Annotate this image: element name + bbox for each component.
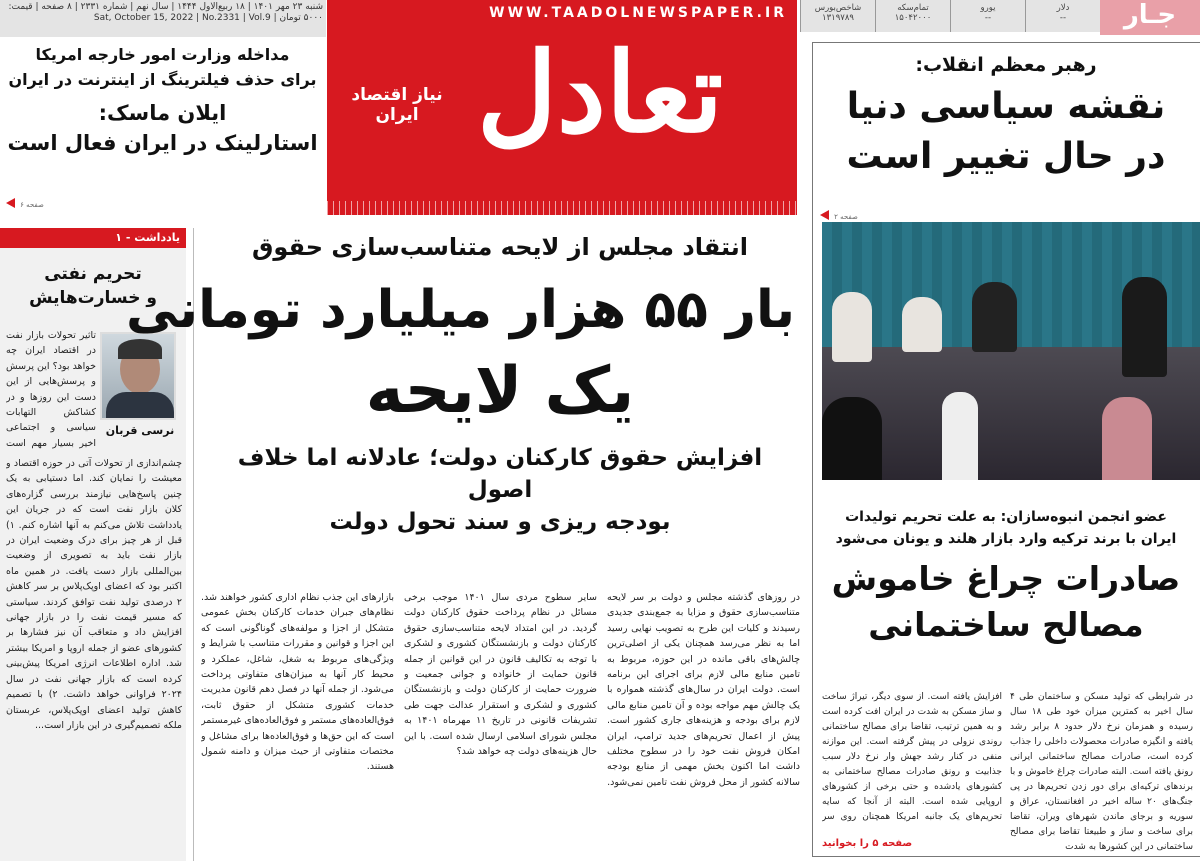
masthead-logo[interactable] <box>327 0 797 215</box>
dateline-bar <box>0 0 326 37</box>
lead-kicker: انتقاد مجلس از لایحه متناسب‌سازی حقوق <box>251 233 749 261</box>
lead-headline: بار ۵۵ هزار میلیارد تومانی <box>125 280 795 340</box>
article-column: افزایش یافته است. از سوی دیگر، تیراژ ساخت و ساز مسکن به شدت در ایران افت کرده است و به همین ترتیب، تقاضا برای مصالح ساختمانی روندی نزولی در پیش گرفته است. این موازنه منفی در کنار رشد جهش وار نرخ دلار سبب جذابیت و رونق صادرات مصالح ساختمانی به کشورهای یادشده و حتی برخی از کشورهای اروپایی شده است. البته از آنجا که سایه تحریم‌های یک جانبه امریکا همچنان روی سر <box>822 692 1002 822</box>
kicker: رهبر معظم انقلاب: <box>915 54 1097 76</box>
article-column: در شرایطی که تولید مسکن و ساختمان طی ۴ سال اخیر به کمترین میزان خود طی ۱۸ سال رسیده و همزمان نرخ دلار حدود ۸ برابر رشد یافته و انگیزه صادرات محصولات داخلی را جذاب کرده است، صادرات مصالح ساختمانی ایرانی رونق یافته است. البته صادرات چراغ خاموش و با برندهای ترکیه‌ای برای دور زدن تحریم‌ها در پی جنگ‌های ۲۰ ساله اخیر در افغانستان، عراق و سوریه و برجای ماندن شهرهای ویران، تقاضا برای ساخت و ساز و طبیعتا تقاضا برای مصالح ساختمانی در این کشورها به شدت <box>1010 692 1193 852</box>
slogan: نیاز اقتصاد ایران <box>351 85 443 125</box>
opinion-title[interactable]: تحریم نفتی و خسارت‌هایش <box>29 264 157 308</box>
top-left-story[interactable] <box>0 42 325 158</box>
right-story[interactable] <box>812 506 1200 648</box>
logo-wordmark: تعادل <box>477 28 724 157</box>
lead-headline: یک لایحه <box>365 354 635 428</box>
ticker-item: تمام‌سکه ۱۵۰۴۲۰۰۰ <box>875 0 950 32</box>
ruler-decoration <box>327 201 797 215</box>
headline: ایلان ماسک: <box>98 101 227 125</box>
headline: در حال تغییر است <box>846 136 1166 177</box>
jar-brand: جـار <box>1100 0 1200 35</box>
arrow-icon <box>6 198 15 208</box>
arrow-icon <box>820 210 829 220</box>
website-url[interactable]: WWW.TAADOLNEWSPAPER.IR <box>489 5 787 21</box>
ticker-item: یورو -- <box>950 0 1025 32</box>
page-ref[interactable]: صفحه ۲ <box>820 204 858 223</box>
read-more-link[interactable]: صفحه ۵ را بخوانید <box>822 838 913 849</box>
market-ticker <box>800 0 1100 32</box>
article-column: در روزهای گذشته مجلس و دولت بر سر لایحه متناسب‌سازی حقوق و مزایا به جمع‌بندی جدیدی رسیدند و کلیات این طرح به تصویب نهایی رسید اما به نظر می‌رسد همچنان یکی از اصلی‌ترین چالش‌های باقی مانده در این حوزه، مربوط به تامین منابع مالی لازم برای اجرای این برنامه است. دولت ایران در سال‌های گذشته همواره با یک چالش مهم مواجه بوده و آن تامین منابع مالی لازم برای بودجه و هزینه‌های جاری کشور است. پیش از اعمال تحریم‌های جدید ترامپ، ایران امکان فروش نفت خود را در سطوح مختلف داشت اما اکنون بخش مهمی از منابع بودجه سالانه کشور از محل فروش نفت تامین نمی‌شود. <box>607 592 800 788</box>
headline: استارلینک در ایران فعال است <box>7 131 318 155</box>
opinion-label: یادداشت - ۱ <box>0 228 186 248</box>
kicker: مداخله وزارت امور خارجه امریکا <box>35 45 290 64</box>
kicker: عضو انجمن انبوه‌سازان: به علت تحریم تولیدات <box>845 509 1167 525</box>
author-name: نرسی قربان <box>105 424 175 437</box>
headline: صادرات چراغ خاموش <box>831 559 1181 598</box>
kicker: ایران با برند ترکیه وارد بازار هلند و یونان می‌شود <box>835 531 1177 547</box>
headline: مصالح ساختمانی <box>868 605 1144 644</box>
dateline: شنبه ۲۳ مهر ۱۴۰۱ | ۱۸ ربیع‌الاول ۱۴۴۴ | سال نهم | شماره ۲۳۳۱ | ۸ صفحه | قیمت: ۵۰۰۰ تومان | Sat, October 15, 2022 | No.2331 | Vol.9 <box>8 2 323 23</box>
headline: نقشه سیاسی دنیا <box>846 86 1166 127</box>
opinion-body: چشم‌اندازی از تحولات آتی در حوزه اقتصاد و معیشت را نمایان کند. اما دستیابی به یک چنین پاسخ‌هایی نیازمند بررسی گزاره‌های کلان بازار نفت است که در جریان این یادداشت تلاش می‌کنم به آنها اشاره کنم. ۱) قبل از هر چیز برای درک وضعیت ایران در بازار نفت باید به تصویری از وضعیت بین‌المللی بازار دست یافت. در همین ماه اکتبر بود که اعضای اوپک‌پلاس بر سر کاهش ۲ درصدی تولید نفت توافق کردند. سیاستی که مسیر قیمت نفت را در بازار جهانی افزایش داد و متعاقب آن نیز فشارها بر کشورهای عضو از جمله اروپا و امریکا بیشتر شد. اداره اطلاعات انرژی امریکا پیش‌بینی کرده است که بازار جهانی نفت در سال ۲۰۲۴ فراوانی خواهد داشت. ۲) با تصمیم کاهش تولید اعضای اوپک‌پلاس، عربستان ملکه تصمیم‌گیری در این بازار است... <box>6 458 182 731</box>
news-photo <box>822 222 1200 480</box>
ticker-item: دلار -- <box>1025 0 1100 32</box>
ticker-item: شاخص‌بورس ۱۳۱۹۷۸۹ <box>800 0 875 32</box>
lead-subheadline: بودجه ریزی و سند تحول دولت <box>329 509 671 535</box>
opinion-intro: تاثیر تحولات بازار نفت در اقتصاد ایران چه خواهد بود؟ این پرسش و پرسش‌هایی از این دست این روزها و در کشاکش التهابات سیاسی و اجتماعی اخیر بسیار مهم است <box>6 330 96 449</box>
lead-subheadline: افزایش حقوق کارکنان دولت؛ عادلانه اما خلاف اصول <box>237 445 763 503</box>
article-column: سایر سطوح مردی سال ۱۴۰۱ موجب برخی مسائل در نظام پرداخت حقوق کارکنان دولت گردید. در این امتداد لایحه متناسب‌سازی حقوق کارکنان دولت و بازنشستگان کشوری و لشکری با توجه به تکالیف قانون در این قوانین از جمله قانون حمایت از خانواده و جوانی جمعیت و ضرورت حمایت از کارکنان دولت و بازنشستگان کشوری و لشکری و استقرار عدالت جهت طی تشریفات قانونی در تاریخ ۱۱ مهرماه ۱۴۰۱ به مجلس شورای اسلامی ارسال شده است. با این حال هزینه‌های دولت چه خواهد شد؟ <box>404 592 597 758</box>
page-ref[interactable]: صفحه ۶ <box>6 192 44 211</box>
article-column: بازارهای این جذب نظام اداری کشور خواهند شد. نظام‌های جبران خدمات کارکنان بخش عمومی متشکل از اجزا و مولفه‌های گوناگونی است که این اجزا و قوانین و مقررات متناسب با شرایط و ویژگی‌های مربوط به شغل، شاغل، عملکرد و محیط کار آنها به میزان‌های متفاوتی پرداخت می‌شود. از جمله آنها در فصل دهم قانون مدیریت خدمات کشوری متشکل از حقوق ثابت، فوق‌العاده‌های مستمر و فوق‌العاده‌های غیرمستمر است که این حق‌ها و فوق‌العاده‌ها برای مشاغل و مختصات متفاوتی از حیث میزان و دامنه شمول هستند. <box>201 592 394 773</box>
kicker: برای حذف فیلترینگ از اینترنت در ایران <box>8 70 317 89</box>
right-top-story[interactable] <box>812 52 1200 182</box>
